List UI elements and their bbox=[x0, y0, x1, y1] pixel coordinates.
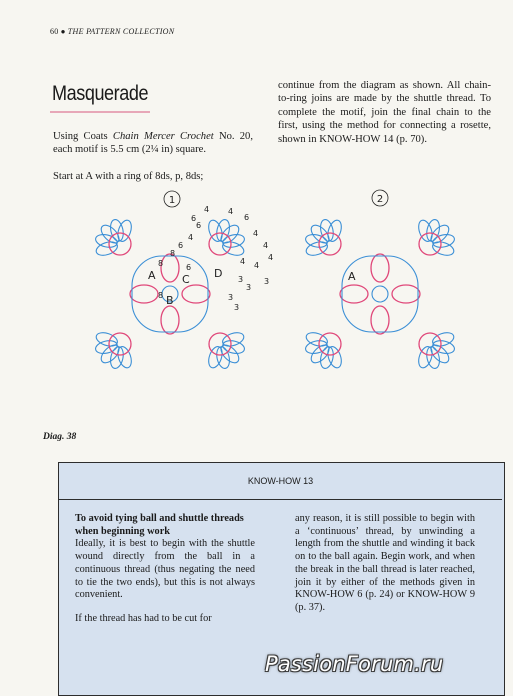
knowhow-heading: KNOW-HOW 13 bbox=[59, 463, 502, 500]
ring-letter-a: A bbox=[148, 269, 156, 282]
intro-prefix: Using Coats bbox=[53, 131, 113, 142]
corner-ring bbox=[109, 333, 131, 355]
outer-chain-petal bbox=[304, 330, 329, 349]
thread-name: Chain Mercer Crochet bbox=[112, 131, 214, 142]
stitch-count-label: 6 bbox=[244, 213, 250, 222]
knowhow-left-column bbox=[75, 513, 255, 637]
stitch-count-label: 4 bbox=[253, 229, 259, 238]
inner-ring bbox=[161, 306, 179, 334]
ring-letter-c: C bbox=[182, 273, 190, 286]
outer-chain-petal bbox=[94, 239, 119, 258]
running-head bbox=[50, 27, 174, 36]
intro-paragraph bbox=[53, 130, 253, 157]
stitch-count-label: 8 bbox=[170, 249, 176, 258]
stitch-count-label: 6 bbox=[178, 241, 184, 250]
corner-ring bbox=[109, 233, 131, 255]
stitch-count-label: 6 bbox=[196, 221, 202, 230]
inner-ring bbox=[161, 254, 179, 282]
stitch-count-label: 4 bbox=[228, 207, 234, 216]
outer-chain-petal bbox=[416, 345, 435, 370]
knowhow-para2: If the thread has had to be cut for bbox=[75, 612, 212, 624]
corner-ring bbox=[319, 333, 341, 355]
stitch-count-label: 3 bbox=[228, 293, 234, 302]
ring-letter-b: B bbox=[166, 294, 174, 307]
continuation-paragraph: continue from the diagram as shown. All chain-to-ring joins are made by the shuttle thread. To complete the motif, join the final chain to the first, using the method for connecting a rosette, shown in KNOW-HOW 14 (p. 70). bbox=[278, 80, 491, 145]
stitch-count-label: 8 bbox=[158, 291, 164, 300]
outer-chain-petal bbox=[94, 330, 119, 349]
knowhow-lead: To avoid tying ball and shuttle threads when beginning work bbox=[75, 513, 244, 537]
stitch-count-label: 4 bbox=[254, 261, 260, 270]
stitch-count-label: 6 bbox=[186, 263, 192, 272]
ring-letter-a-motif2: A bbox=[348, 270, 356, 283]
svg-text:2: 2 bbox=[376, 194, 384, 205]
stitch-count-label: 4 bbox=[268, 253, 274, 262]
inner-ring bbox=[182, 285, 210, 303]
connecting-chain bbox=[342, 256, 418, 332]
outer-chain-petal bbox=[325, 345, 344, 370]
stitch-count-label: 3 bbox=[234, 303, 240, 312]
corner-ring bbox=[419, 233, 441, 255]
title-underline bbox=[50, 111, 150, 113]
stitch-count-label: 3 bbox=[246, 283, 252, 292]
outer-chain-petal bbox=[115, 218, 134, 243]
bullet-separator: ● bbox=[60, 27, 66, 36]
tatting-diagram bbox=[58, 186, 498, 411]
pattern-title: Masquerade bbox=[52, 82, 149, 105]
inner-ring bbox=[371, 254, 389, 282]
outer-chain-petal bbox=[221, 239, 246, 258]
page-number: 60 bbox=[50, 27, 59, 36]
inner-ring bbox=[392, 285, 420, 303]
stitch-count-label: 3 bbox=[238, 275, 244, 284]
outer-chain-petal bbox=[431, 330, 456, 349]
knowhow-right-column bbox=[295, 513, 475, 615]
inner-ring bbox=[340, 285, 368, 303]
diagram-caption: Diag. 38 bbox=[43, 432, 77, 442]
motif-label-1 bbox=[164, 191, 180, 207]
corner-ring bbox=[319, 233, 341, 255]
corner-ring bbox=[209, 233, 231, 255]
stitch-count-label: 4 bbox=[263, 241, 269, 250]
svg-text:1: 1 bbox=[168, 195, 176, 206]
outer-chain-petal bbox=[304, 239, 329, 258]
outer-chain-petal bbox=[206, 218, 225, 243]
stitch-count-label: 4 bbox=[204, 205, 210, 214]
site-watermark: PassionForum.ru bbox=[265, 652, 444, 676]
diagram-shapes bbox=[94, 218, 455, 369]
corner-ring bbox=[419, 333, 441, 355]
inner-ring bbox=[371, 306, 389, 334]
outer-chain-petal bbox=[431, 239, 456, 258]
motif-label-2 bbox=[372, 190, 388, 206]
collection-name: THE PATTERN COLLECTION bbox=[67, 27, 175, 36]
outer-chain-petal bbox=[115, 345, 134, 370]
outer-chain-petal bbox=[206, 345, 225, 370]
outer-chain-petal bbox=[221, 330, 246, 349]
stitch-count-label: 8 bbox=[158, 259, 164, 268]
intro-suffix: No. 20, each motif is 5.5 cm (2¼ in) square. bbox=[53, 131, 253, 156]
center-chain bbox=[372, 286, 388, 302]
start-instruction: Start at A with a ring of 8ds, p, 8ds; bbox=[53, 170, 204, 182]
inner-ring bbox=[130, 285, 158, 303]
stitch-count-label: 4 bbox=[240, 257, 246, 266]
stitch-count-label: 3 bbox=[264, 277, 270, 286]
outer-chain-petal bbox=[416, 218, 435, 243]
stitch-count-label: 4 bbox=[188, 233, 194, 242]
outer-chain-petal bbox=[325, 218, 344, 243]
knowhow-right-text: any reason, it is still possible to begin with a ‘continuous’ thread, by unwinding a length from the shuttle and winding it back on to the ball again. Begin work, and when the break in the ball thread is later reached, join it by either of the methods given in KNOW-HOW 6 (p. 24) or KNOW-HOW 9 (p. 37). bbox=[295, 513, 475, 613]
ring-letter-d: D bbox=[214, 267, 223, 280]
stitch-count-label: 6 bbox=[191, 214, 197, 223]
corner-ring bbox=[209, 333, 231, 355]
instruction-column bbox=[278, 79, 491, 146]
knowhow-para1: Ideally, it is best to begin with the shuttle wound directly from the ball in a continuous thread (thus negating the need to tie the two ends), but this is not always convenient. bbox=[75, 538, 255, 601]
